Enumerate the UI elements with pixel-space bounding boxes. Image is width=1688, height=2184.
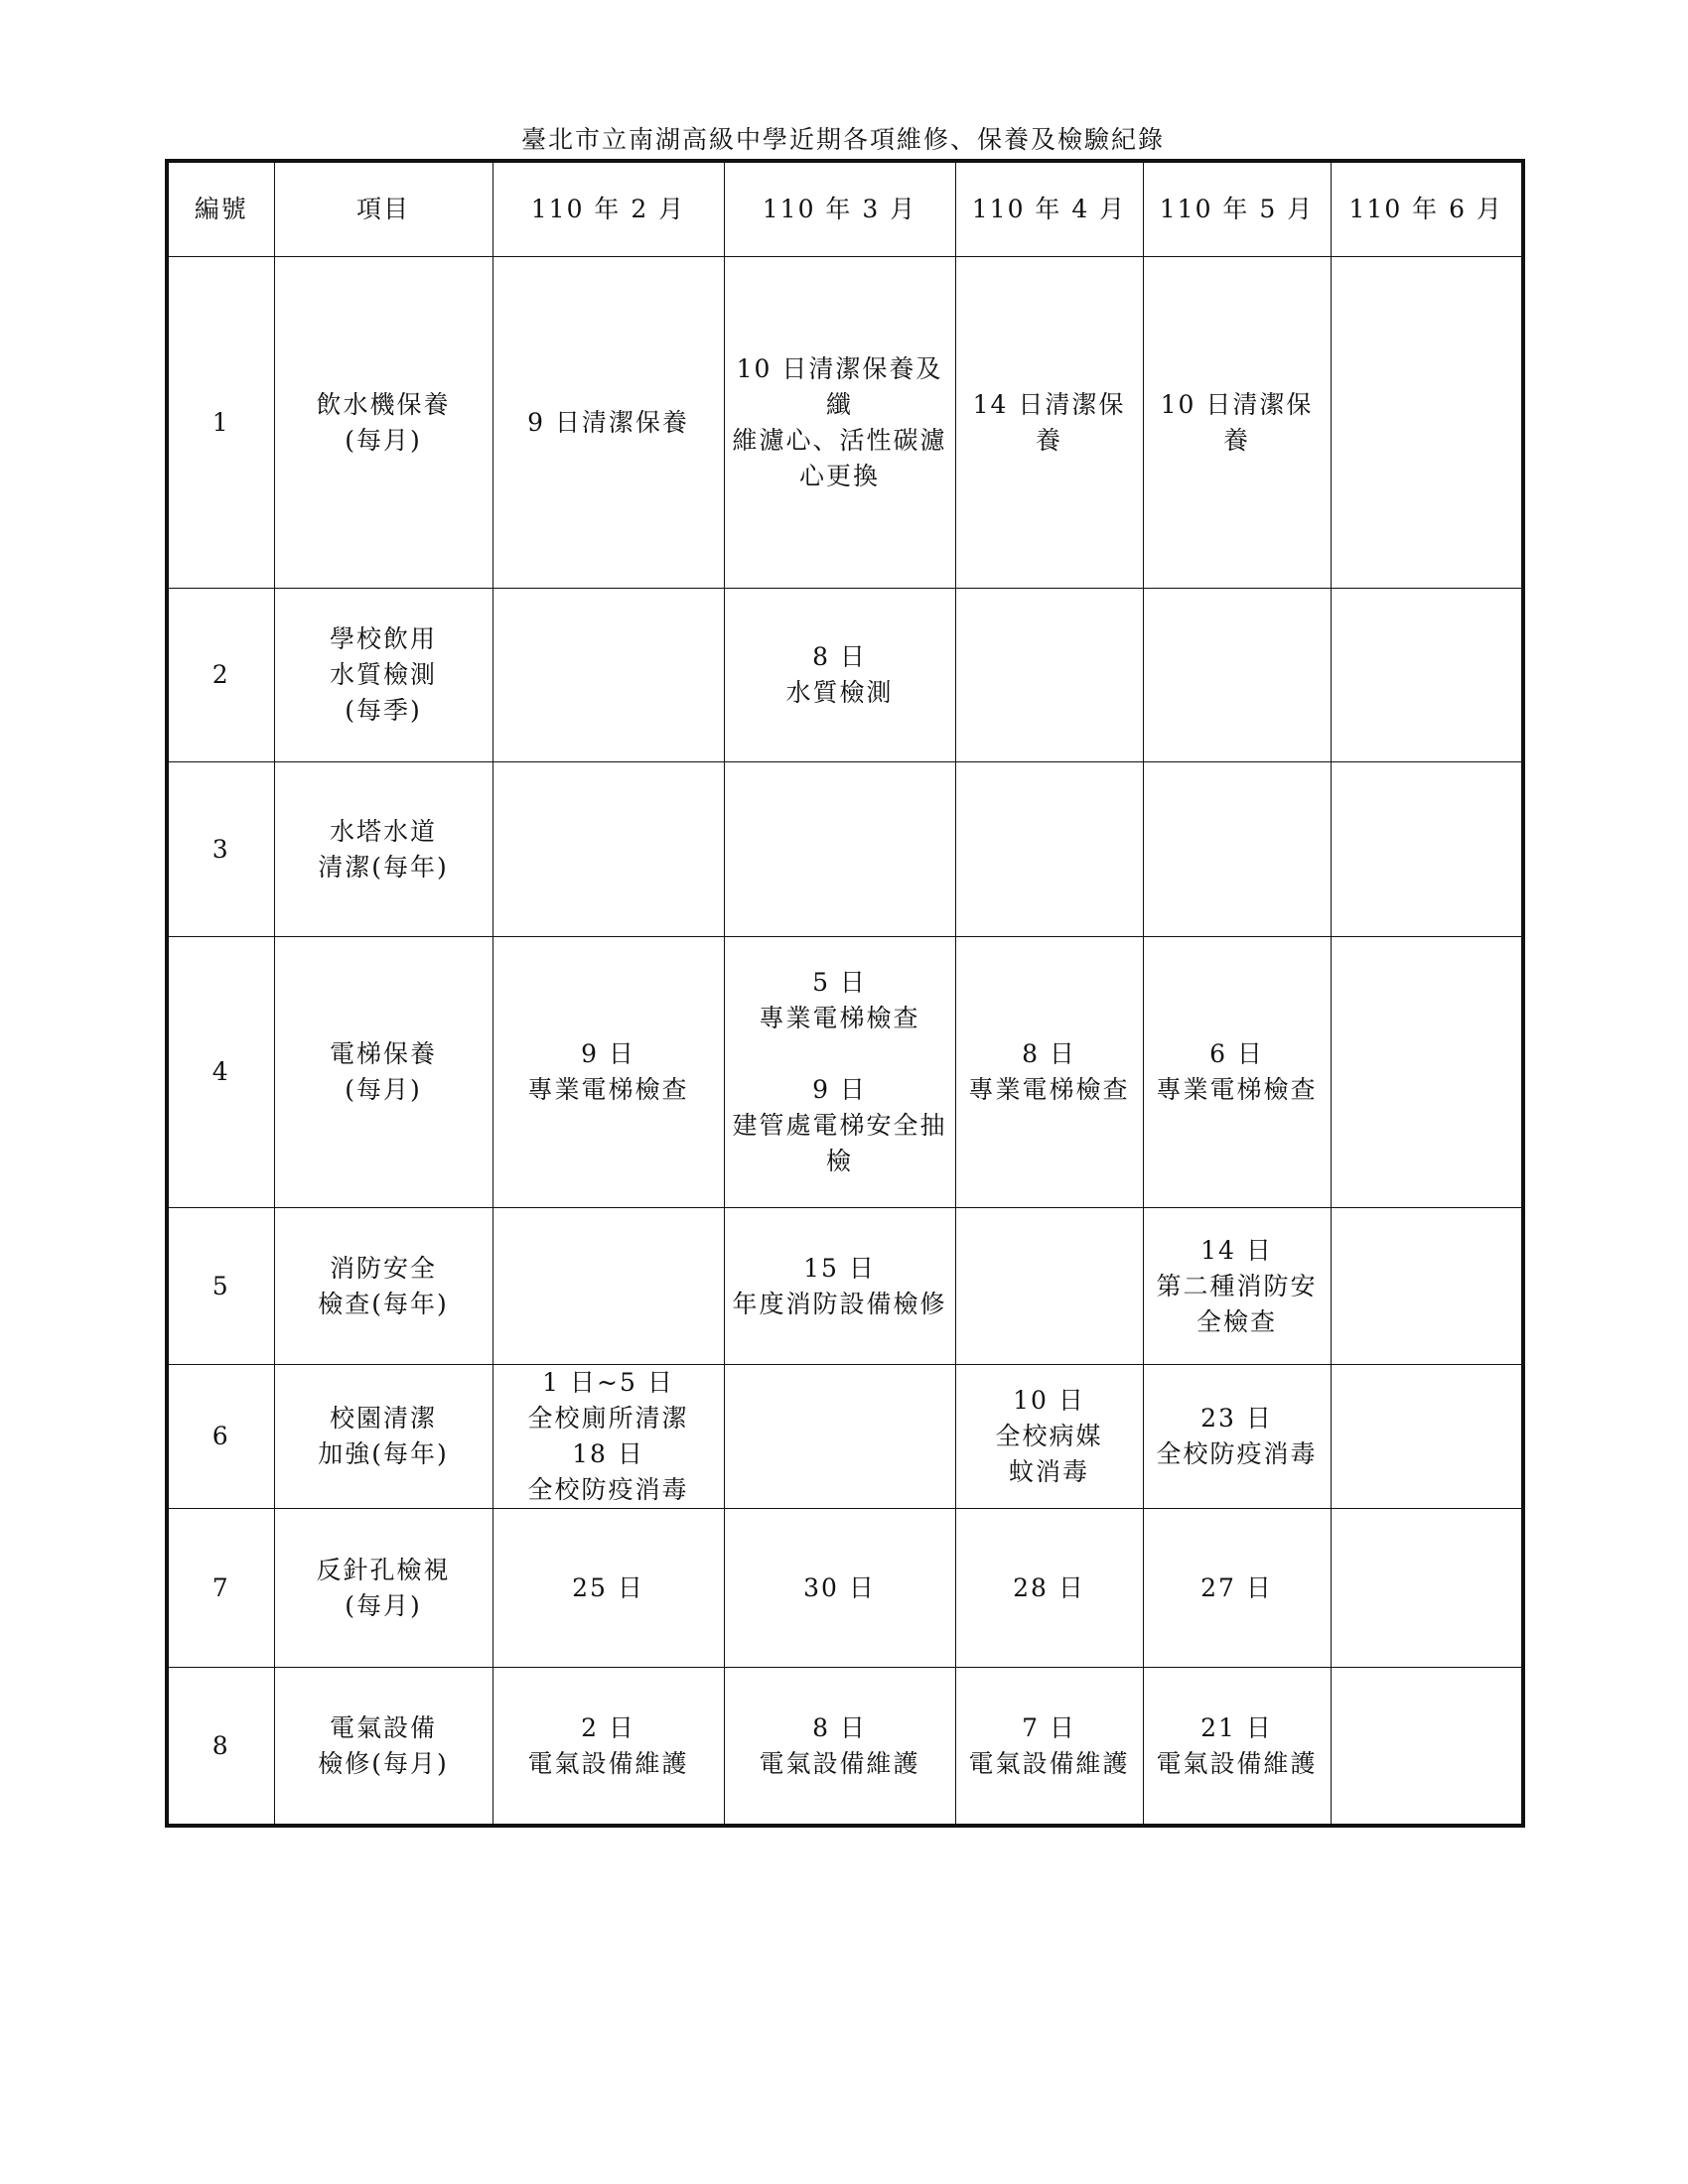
- cell-jun: [1331, 1365, 1523, 1509]
- cell-item: 校園清潔 加強(每年): [274, 1365, 492, 1509]
- cell-jun: [1331, 589, 1523, 762]
- cell-item: 學校飲用 水質檢測 (每季): [274, 589, 492, 762]
- cell-jun: [1331, 1509, 1523, 1668]
- cell-may: [1143, 589, 1331, 762]
- cell-may: 23 日 全校防疫消毒: [1143, 1365, 1331, 1509]
- header-may: 110 年 5 月: [1143, 161, 1331, 257]
- cell-item: 電梯保養 (每月): [274, 937, 492, 1208]
- cell-jun: [1331, 762, 1523, 937]
- cell-number: 5: [167, 1208, 274, 1365]
- header-item: 項目: [274, 161, 492, 257]
- cell-number: 6: [167, 1365, 274, 1509]
- header-apr: 110 年 4 月: [955, 161, 1143, 257]
- cell-feb: [492, 762, 724, 937]
- table-row: [167, 589, 1523, 762]
- cell-number: 3: [167, 762, 274, 937]
- cell-item: 消防安全 檢查(每年): [274, 1208, 492, 1365]
- document-title: 臺北市立南湖高級中學近期各項維修、保養及檢驗紀錄: [520, 125, 1165, 154]
- cell-feb: 1 日~5 日 全校廁所清潔 18 日 全校防疫消毒: [492, 1365, 724, 1509]
- cell-number: 4: [167, 937, 274, 1208]
- cell-number: 1: [167, 257, 274, 589]
- cell-may: 21 日 電氣設備維護: [1143, 1668, 1331, 1827]
- cell-may: 10 日清潔保養: [1143, 257, 1331, 589]
- cell-may: 14 日 第二種消防安 全檢查: [1143, 1208, 1331, 1365]
- cell-apr: 14 日清潔保養: [955, 257, 1143, 589]
- maintenance-record-table: [165, 159, 1525, 1828]
- cell-number: 8: [167, 1668, 274, 1827]
- cell-apr: 10 日 全校病媒 蚊消毒: [955, 1365, 1143, 1509]
- cell-jun: [1331, 937, 1523, 1208]
- cell-mar: [724, 1365, 955, 1509]
- cell-item: 反針孔檢視 (每月): [274, 1509, 492, 1668]
- header-number: 編號: [167, 161, 274, 257]
- cell-feb: 9 日 專業電梯檢查: [492, 937, 724, 1208]
- table-row: [167, 1668, 1523, 1827]
- cell-may: [1143, 762, 1331, 937]
- cell-jun: [1331, 257, 1523, 589]
- cell-feb: 25 日: [492, 1509, 724, 1668]
- header-feb: 110 年 2 月: [492, 161, 724, 257]
- cell-feb: 2 日 電氣設備維護: [492, 1668, 724, 1827]
- cell-mar: [724, 762, 955, 937]
- cell-item: 飲水機保養 (每月): [274, 257, 492, 589]
- table-row: [167, 1509, 1523, 1668]
- table-row: [167, 937, 1523, 1208]
- cell-mar: 8 日 電氣設備維護: [724, 1668, 955, 1827]
- cell-item: 水塔水道 清潔(每年): [274, 762, 492, 937]
- cell-may: 27 日: [1143, 1509, 1331, 1668]
- table-row: [167, 762, 1523, 937]
- cell-apr: [955, 762, 1143, 937]
- cell-feb: 9 日清潔保養: [492, 257, 724, 589]
- cell-feb: [492, 589, 724, 762]
- table-row: [167, 257, 1523, 589]
- cell-mar: 10 日清潔保養及纖 維濾心、活性碳濾 心更換: [724, 257, 955, 589]
- cell-apr: 7 日 電氣設備維護: [955, 1668, 1143, 1827]
- cell-feb: [492, 1208, 724, 1365]
- cell-apr: 8 日 專業電梯檢查: [955, 937, 1143, 1208]
- header-mar: 110 年 3 月: [724, 161, 955, 257]
- cell-mar: 8 日 水質檢測: [724, 589, 955, 762]
- cell-mar: 15 日 年度消防設備檢修: [724, 1208, 955, 1365]
- cell-mar: 30 日: [724, 1509, 955, 1668]
- cell-apr: 28 日: [955, 1509, 1143, 1668]
- cell-number: 2: [167, 589, 274, 762]
- header-row: [167, 161, 1523, 257]
- table-row: [167, 1208, 1523, 1365]
- cell-jun: [1331, 1208, 1523, 1365]
- cell-may: 6 日 專業電梯檢查: [1143, 937, 1331, 1208]
- cell-apr: [955, 1208, 1143, 1365]
- cell-apr: [955, 589, 1143, 762]
- header-jun: 110 年 6 月: [1331, 161, 1523, 257]
- cell-jun: [1331, 1668, 1523, 1827]
- table-row: [167, 1365, 1523, 1509]
- cell-mar: 5 日 專業電梯檢查 9 日 建管處電梯安全抽 檢: [724, 937, 955, 1208]
- cell-item: 電氣設備 檢修(每月): [274, 1668, 492, 1827]
- cell-number: 7: [167, 1509, 274, 1668]
